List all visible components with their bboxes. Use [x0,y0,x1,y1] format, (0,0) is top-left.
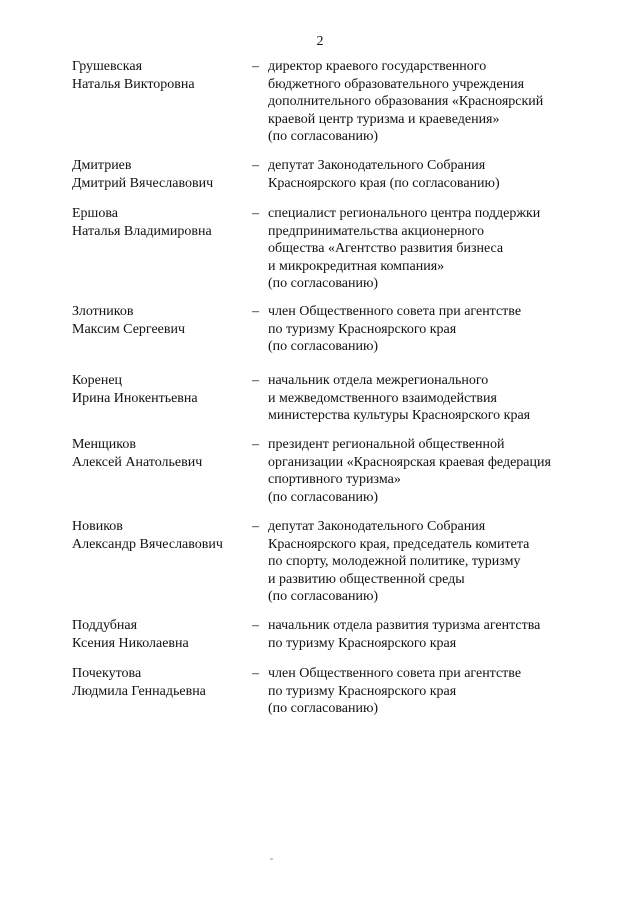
member-name [72,617,250,652]
member-role [268,436,608,506]
member-name-line: Менщиков [72,437,136,452]
member-name-line: Коренец [72,373,123,388]
member-role [268,157,608,192]
member-role-line: депутат Законодательного Собрания [268,158,486,173]
member-role-line: член Общественного совета при агентстве [268,666,522,681]
member-role [268,205,608,293]
member-name [72,436,250,471]
member-role [268,617,608,652]
member-name-line: Людмила Геннадьевна [72,683,206,699]
member-role-line: член Общественного совета при агентстве [268,304,522,319]
member-role-line: начальник отдела развития туризма агентства [268,618,541,633]
member-role-line: (по согласованию) [268,276,379,291]
member-role-line: и микрокредитная компания» [268,258,445,274]
member-name [72,205,250,240]
member-role-line: депутат Законодательного Собрания [268,519,486,534]
separator-dash: – [252,618,259,633]
member-name-line: Алексей Анатольевич [72,454,203,470]
separator-dash: – [252,304,259,319]
member-name [72,58,250,93]
member-role [268,58,608,146]
separator-dash: – [252,59,259,74]
member-role-line: начальник отдела межрегионального [268,373,489,388]
member-role-line: президент региональной общественной [268,437,505,452]
scan-mark [270,858,273,860]
member-name-line: Наталья Викторовна [72,76,195,92]
member-name-line: Ершова [72,206,118,221]
member-name-line: Злотников [72,304,134,319]
member-role-line: (по согласованию) [268,701,379,716]
separator-dash: – [252,158,259,173]
member-name-line: Грушевская [72,59,143,74]
member-role-line: бюджетного образовательного учреждения [268,76,525,92]
member-name-line: Ксения Николаевна [72,635,189,651]
member-role-line: Красноярского края, председатель комитета [268,536,530,552]
member-name-line: Поддубная [72,618,138,633]
member-role-line: по спорту, молодежной политике, туризму [268,554,521,569]
member-name-line: Максим Сергеевич [72,321,186,337]
member-role-line: (по согласованию) [268,339,379,354]
member-name-line: Дмитрий Вячеславович [72,175,214,191]
member-role-line: организации «Красноярская краевая федерация [268,454,551,470]
member-role-line: и развитию общественной среды [268,571,465,587]
member-name-line: Почекутова [72,666,142,681]
separator-dash: – [252,437,259,452]
separator-dash: – [252,373,259,388]
member-role-line: спортивного туризма» [268,472,401,487]
member-name [72,303,250,338]
member-name [72,665,250,700]
member-name-line: Наталья Владимировна [72,223,212,239]
member-name-line: Новиков [72,519,123,534]
member-role-line: предпринимательства акционерного [268,223,484,239]
member-role-line: дополнительного образования «Красноярский [268,94,544,109]
member-role-line: (по согласованию) [268,129,379,144]
member-role-line: и межведомственного взаимодействия [268,390,497,406]
member-name [72,157,250,192]
member-name [72,518,250,553]
page-number: 2 [316,34,324,49]
member-role-line: (по согласованию) [268,589,379,604]
member-role-line: специалист регионального центра поддержки [268,206,541,221]
separator-dash: – [252,666,259,681]
member-role-line: директор краевого государственного [268,59,487,74]
member-name-line: Дмитриев [72,158,132,173]
member-role [268,372,608,425]
member-role-line: по туризму Красноярского края [268,635,457,651]
member-role-line: по туризму Красноярского края [268,321,457,337]
separator-dash: – [252,519,259,534]
member-role-line: общества «Агентство развития бизнеса [268,241,504,256]
member-role-line: (по согласованию) [268,489,379,505]
member-name-line: Александр Вячеславович [72,536,223,552]
member-role [268,665,608,718]
member-role [268,303,608,356]
member-name-line: Ирина Инокентьевна [72,390,198,406]
member-role-line: по туризму Красноярского края [268,683,457,699]
member-role-line: Красноярского края (по согласованию) [268,175,500,191]
member-role [268,518,608,606]
member-role-line: краевой центр туризма и краеведения» [268,111,500,127]
separator-dash: – [252,206,259,221]
member-name [72,372,250,407]
member-role-line: министерства культуры Красноярского края [268,408,531,423]
